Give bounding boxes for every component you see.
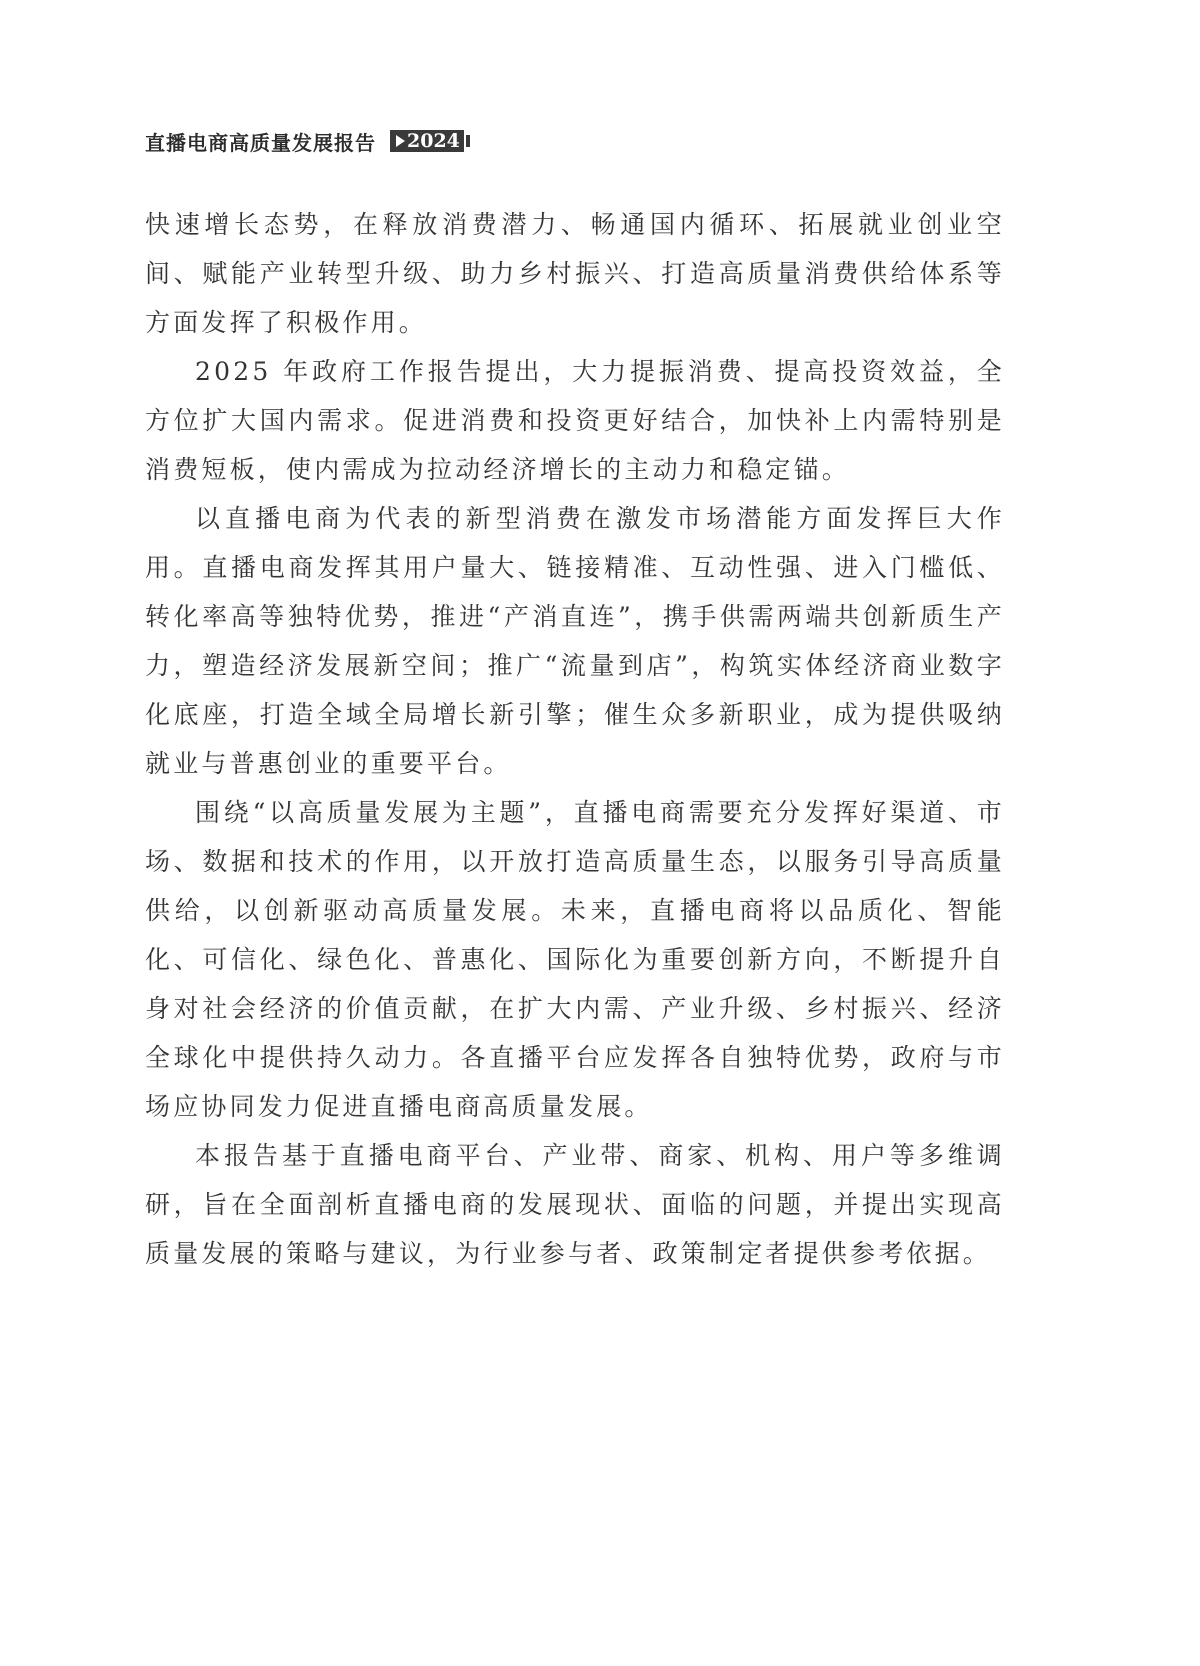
badge-tab-decoration — [466, 135, 470, 147]
running-header — [145, 126, 464, 156]
play-icon — [396, 135, 405, 147]
paragraph-continued: 快速增长态势，在释放消费潜力、畅通国内循环、拓展就业创业空间、赋能产业转型升级、助力乡村振兴、打造高质量消费供给体系等方面发挥了积极作用。 — [145, 210, 1005, 337]
paragraph-report-purpose: 本报告基于直播电商平台、产业带、商家、机构、用户等多维调研，旨在全面剖析直播电商的发展现状、面临的问题，并提出实现高质量发展的策略与建议，为行业参与者、政策制定者提供参考依据。 — [145, 1141, 1005, 1268]
body-text — [145, 200, 1005, 1278]
year-badge — [390, 130, 464, 152]
paragraph-high-quality-theme: 围绕“以高质量发展为主题”，直播电商需要充分发挥好渠道、市场、数据和技术的作用，以开放打造高质量生态，以服务引导高质量供给，以创新驱动高质量发展。未来，直播电商将以品质化、智能化、可信化、绿色化、普惠化、国际化为重要创新方向，不断提升自身对社会经济的价值贡献，在扩大内需、产业升级、乡村振兴、经济全球化中提供持久动力。各直播平台应发挥各自独特优势，政府与市场应协同发力促进直播电商高质量发展。 — [145, 798, 1005, 1121]
paragraph-government-report: 2025 年政府工作报告提出，大力提振消费、提高投资效益，全方位扩大国内需求。促进消费和投资更好结合，加快补上内需特别是消费短板，使内需成为拉动经济增长的主动力和稳定锚。 — [145, 357, 1005, 484]
year-badge-text: 2024 — [407, 130, 460, 152]
running-header-title: 直播电商高质量发展报告 — [145, 130, 376, 155]
paragraph-new-consumption: 以直播电商为代表的新型消费在激发市场潜能方面发挥巨大作用。直播电商发挥其用户量大、链接精准、互动性强、进入门槛低、转化率高等独特优势，推进“产消直连”，携手供需两端共创新质生产力，塑造经济发展新空间；推广“流量到店”，构筑实体经济商业数字化底座，打造全域全局增长新引擎；催生众多新职业，成为提供吸纳就业与普惠创业的重要平台。 — [145, 504, 1005, 778]
